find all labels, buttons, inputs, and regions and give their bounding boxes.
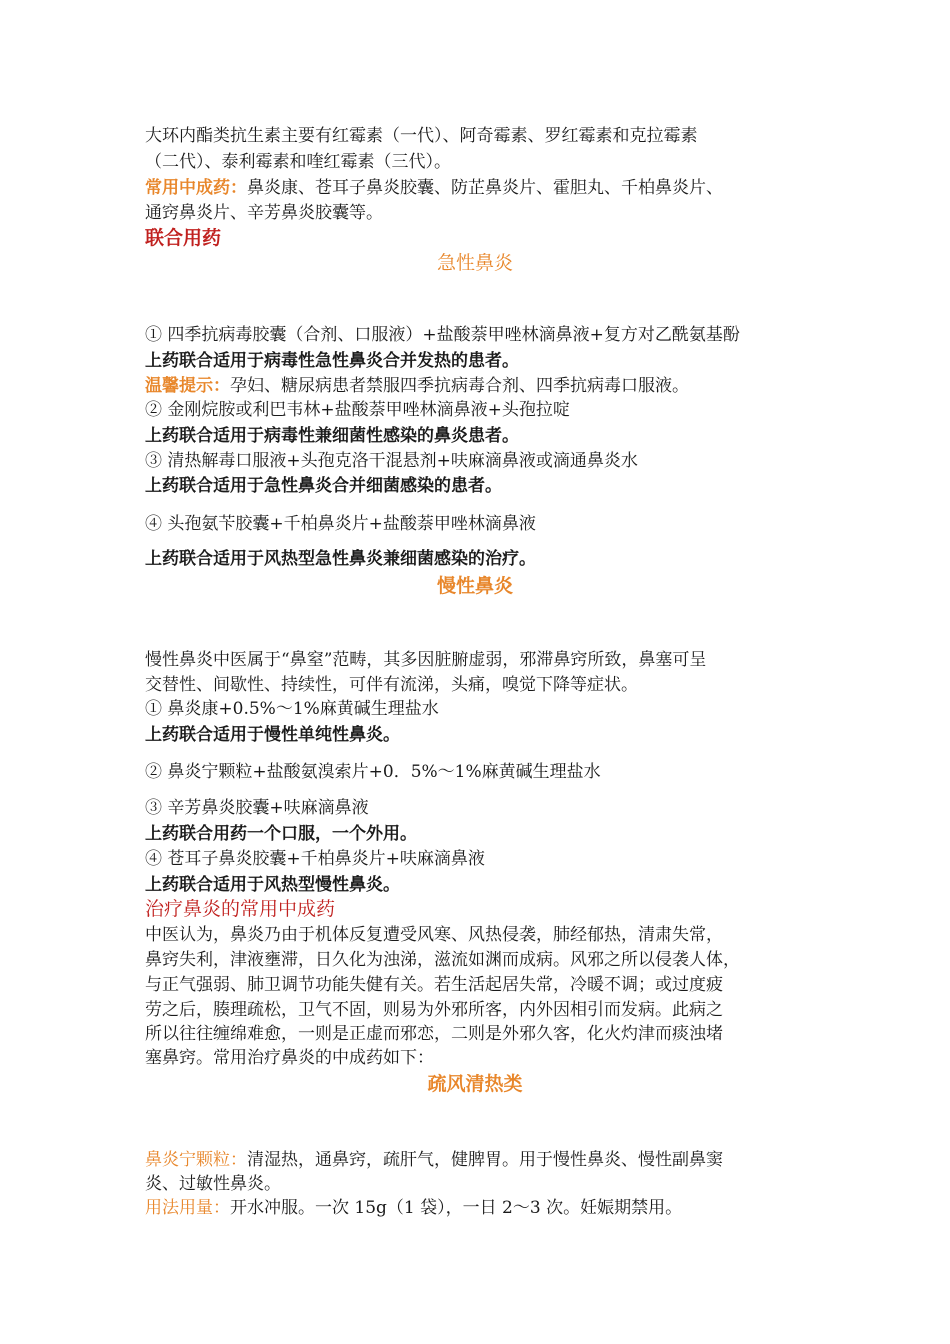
- tcm-text-1: 鼻炎康、苍耳子鼻炎胶囊、防芷鼻炎片、霍胆丸、千柏鼻炎片、: [247, 178, 723, 198]
- tcm-line-1: [145, 176, 825, 200]
- chronic-heading: 慢性鼻炎: [436, 575, 513, 597]
- common-tcm-p5: 所以往往缠绵难愈，一则是正虚而邪恋，二则是外邪久客，化火灼津而痰浊堵: [145, 1024, 723, 1044]
- common-tcm-p1: 中医认为，鼻炎乃由于机体反复遭受风寒、风热侵袭，肺经郁热，清肃失常，: [145, 925, 723, 945]
- acute-item-2: ② 金刚烷胺或利巴韦林+盐酸萘甲唑林滴鼻液+头孢拉啶: [145, 400, 570, 420]
- acute-item-1: ① 四季抗病毒胶囊（合剂、口服液）+盐酸萘甲唑林滴鼻液+复方对乙酰氨基酚: [145, 325, 740, 345]
- intro-line-1: 大环内酯类抗生素主要有红霉素（一代）、阿奇霉素、罗红霉素和克拉霉素: [145, 126, 698, 146]
- chronic-item-3-note: 上药联合用药一个口服，一个外用。: [145, 824, 417, 844]
- tcm-label: 常用中成药：: [145, 178, 247, 198]
- chronic-item-1: ① 鼻炎康+0.5%～1%麻黄碱生理盐水: [145, 699, 439, 719]
- tip-text: 孕妇、糖尿病患者禁服四季抗病毒合剂、四季抗病毒口服液。: [230, 376, 689, 396]
- drug-line-1: [145, 1148, 825, 1172]
- usage-line: [145, 1196, 825, 1220]
- chronic-item-4-note: 上药联合适用于风热型慢性鼻炎。: [145, 875, 400, 895]
- common-tcm-heading: 治疗鼻炎的常用中成药: [145, 898, 336, 920]
- chronic-desc-2: 交替性、间歇性、持续性，可伴有流涕，头痛，嗅觉下降等症状。: [145, 675, 638, 695]
- drug-line-2: 炎、过敏性鼻炎。: [145, 1174, 281, 1194]
- chronic-item-2: [145, 760, 825, 784]
- usage-label: 用法用量：: [145, 1198, 230, 1218]
- usage-text: 开水冲服。一次 15g（1 袋），一日 2～3 次。妊娠期禁用。: [230, 1198, 683, 1218]
- tcm-line-2: 通窍鼻炎片、辛芳鼻炎胶囊等。: [145, 203, 383, 223]
- acute-item-4: ④ 头孢氨苄胶囊+千柏鼻炎片+盐酸萘甲唑林滴鼻液: [145, 514, 536, 534]
- chronic-item-3: ③ 辛芳鼻炎胶囊+呋麻滴鼻液: [145, 798, 369, 818]
- chronic-item-1-note: 上药联合适用于慢性单纯性鼻炎。: [145, 725, 400, 745]
- common-tcm-p6: 塞鼻窍。常用治疗鼻炎的中成药如下：: [145, 1048, 434, 1068]
- chronic-item-4: ④ 苍耳子鼻炎胶囊+千柏鼻炎片+呋麻滴鼻液: [145, 849, 485, 869]
- acute-item-3-note: 上药联合适用于急性鼻炎合并细菌感染的患者。: [145, 476, 502, 496]
- combo-heading: 联合用药: [145, 227, 222, 249]
- common-tcm-p4: 劳之后，腠理疏松，卫气不固，则易为外邪所客，内外因相引而发病。此病之: [145, 1000, 723, 1020]
- common-tcm-p2: 鼻窍失利，津液壅滞，日久化为浊涕，滋流如渊而成病。风邪之所以侵袭人体，: [145, 950, 740, 970]
- acute-item-1-note: 上药联合适用于病毒性急性鼻炎合并发热的患者。: [145, 351, 519, 371]
- drug-label: 鼻炎宁颗粒：: [145, 1150, 247, 1170]
- acute-item-4-note: 上药联合适用于风热型急性鼻炎兼细菌感染的治疗。: [145, 549, 536, 569]
- chronic-desc-1: 慢性鼻炎中医属于“鼻窒”范畴，其多因脏腑虚弱，邪滞鼻窍所致，鼻塞可呈: [145, 650, 707, 670]
- acute-heading: 急性鼻炎: [436, 252, 513, 274]
- acute-item-2-note: 上药联合适用于病毒性兼细菌性感染的鼻炎患者。: [145, 426, 519, 446]
- shufeng-heading: 疏风清热类: [427, 1073, 523, 1095]
- tip-label: 温馨提示：: [145, 376, 230, 396]
- chronic-item-2-part-b: 麻黄碱生理盐水: [481, 762, 601, 782]
- acute-item-3: ③ 清热解毒口服液+头孢克洛干混悬剂+呋麻滴鼻液或滴通鼻炎水: [145, 451, 638, 471]
- chronic-item-2-part-a: ② 鼻炎宁颗粒+盐酸氨溴索片+0．5%～1%: [145, 762, 482, 782]
- acute-tip: [145, 374, 825, 398]
- common-tcm-p3: 与正气强弱、肺卫调节功能失健有关。若生活起居失常，冷暖不调；或过度疲: [145, 975, 723, 995]
- drug-text-1: 清湿热，通鼻窍，疏肝气，健脾胃。用于慢性鼻炎、慢性副鼻窦: [247, 1150, 723, 1170]
- intro-line-2: （二代）、泰利霉素和喹红霉素（三代）。: [145, 152, 451, 172]
